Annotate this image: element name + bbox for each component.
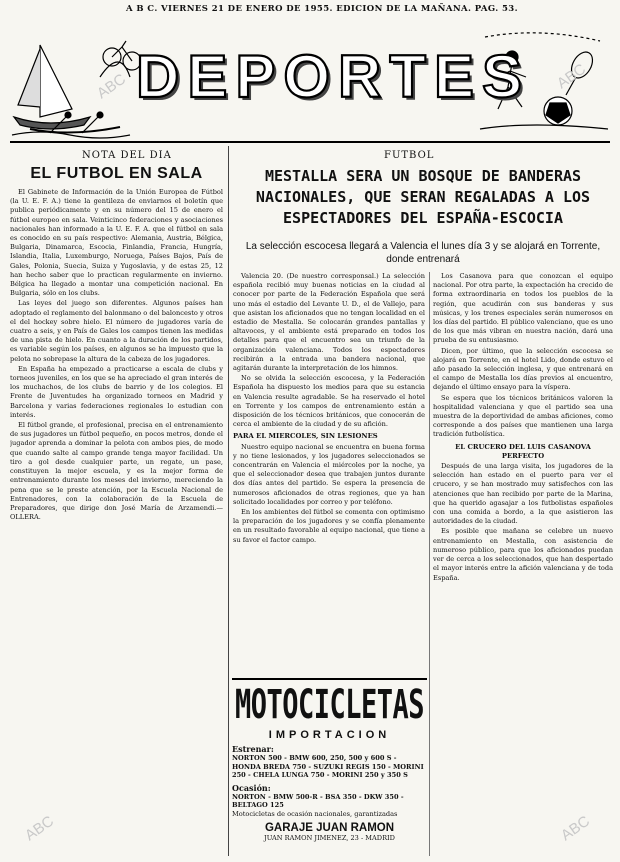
ad-new-models: NORTON 500 - BMW 600, 250, 500 y 600 S - HONDA BREDA 750 - SUZUKI REGIS 150 - MORINI 250 - CHELA LUNGA 750 - MORINI 250 y 350 S bbox=[232, 754, 424, 780]
column-divider bbox=[228, 146, 229, 856]
article-paragraph: No se olvida la selección escocesa, y la Federación Española ha dispuesto los medios para que su estancia en Valencia resulte agradable. Se ha reservado el hotel en Torrente y los campos de entrenamiento están a disposición de los técnicos británicos, que conocerán de cerca el ambiente de la ciudad y de su afición. bbox=[233, 374, 425, 429]
left-article-body bbox=[10, 188, 223, 856]
left-paragraph: El fútbol grande, el profesional, precisa en el entrenamiento de sus jugadores un fútbol pequeño, en pocos metros, donde el jugador aprenda a dominar la pelota con ambos pies, de modo que cuando salte al campo grande tenga mayor facilidad. Un tiro a gol desde cualquier parte, un regate, un pase, constituyen la mejor escuela, y es la mejor forma de entrenamiento durante los meses del invierno, mereciendo la pena que se le preste atención, por la Escuela Nacional de Entrenadores, con la colaboración de la Escuela de Preparadores, que dirige don José María de Arzamendi.—OLLERA. bbox=[10, 421, 223, 522]
main-subheadline: La selección escocesa llegará a Valencia el lunes día 3 y se alojará en Torrente, donde entrenará bbox=[245, 241, 601, 265]
motorcycle-advertisement bbox=[232, 678, 427, 860]
section-title: DEPORTES bbox=[136, 43, 531, 110]
watermark: ABC bbox=[93, 70, 129, 103]
left-paragraph: En España ha empezado a practicarse a escala de clubs y torneos juveniles, en los que se ha apreciado el gran interés de los muchachos, de los clubs de barrio y de los colegios. El Frente de Juventudes ha organizado torneos en Madrid y Barcelona y varias federaciones regionales lo estudian con interés. bbox=[10, 364, 223, 419]
page-header: A B C. VIERNES 21 DE ENERO DE 1955. EDICION DE LA MAÑANA. PAG. 53. bbox=[126, 4, 518, 14]
ad-subtitle: IMPORTACION bbox=[268, 729, 391, 741]
watermark: ABC bbox=[21, 812, 57, 845]
ad-new-label: Estrenar: bbox=[232, 744, 274, 754]
article-subtitle: PARA EL MIERCOLES, SIN LESIONES bbox=[233, 432, 378, 441]
ad-brand: GARAJE JUAN RAMON bbox=[264, 821, 395, 834]
header-divider bbox=[10, 141, 610, 143]
article-paragraph: Se espera que los técnicos británicos valoren la hospitalidad valenciana y que el partido sea una muestra de la deportividad de ambas aficiones, como corresponde a dos países que mantienen una larga tradición futbolística. bbox=[433, 393, 613, 439]
ad-title: MOTOCICLETAS bbox=[234, 682, 425, 729]
article-column-a bbox=[233, 272, 425, 674]
football-ball-icon bbox=[544, 97, 572, 125]
main-headline: MESTALLA SERA UN BOSQUE DE BANDERAS NACIONALES, QUE SERAN REGALADAS A LOS ESPECTADORES DEL ESPAÑA-ESCOCIA bbox=[255, 167, 591, 227]
watermark: ABC bbox=[553, 60, 589, 93]
column-divider bbox=[429, 272, 430, 856]
article-paragraph: En los ambientes del fútbol se comenta con optimismo la preparación de los jugadores y se confía plenamente en un resultado favorable al equipo nacional, que tiene a su favor el factor campo. bbox=[233, 508, 425, 544]
article-paragraph: Es posible que mañana se celebre un nuevo entrenamiento en Mestalla, con asistencia de numeroso público, para que los aficionados puedan ver de cerca a los seleccionados, que han despertado el mayor interés entre la afición valenciana y de toda España. bbox=[433, 527, 613, 582]
article-paragraph: Después de una larga visita, los jugadores de la selección han estado en el puerto para ver el crucero, y se han mostrado muy satisfechos con las atenciones que han recibido por parte de la Marina, que ha querido agasajar a los futbolistas españoles con una comida a bordo, a la que asistieron las autoridades de la ciudad. bbox=[433, 462, 613, 526]
article-subtitle: EL CRUCERO DEL LUIS CASANOVA PERFECTO bbox=[455, 442, 591, 460]
sailboat-icon bbox=[14, 45, 90, 129]
article-paragraph: Los Casanova para que conozcan el equipo nacional. Por otra parte, la expectación ha crecido de forma extraordinaria en todos los pueblos de la región, que acudirán con sus banderas y sus músicas, y los trenes especiales serán numerosos en los días del partido. El público valenciano, que es uno de los que más vibran en nuestra nación, dará una prueba de su entusiasmo. bbox=[433, 272, 613, 345]
ad-note: Motocicletas de ocasión nacionales, garantizadas bbox=[232, 809, 398, 818]
ad-used-label: Ocasión: bbox=[232, 782, 271, 793]
article-paragraph: Valencia 20. (De nuestro corresponsal.) La selección española recibió muy buenas noticias en la ciudad al conocer por parte de la Federación Española que será uno más el estadio del Levante U. D., el de Vallejo, para que asistan los aficionados que no tengan localidad en el estadio de Mestalla. Se colocarán grandes pantallas y altavoces, y el ambiente está preparado en todos los detalles para que el encuentro sea un triunfo de la organización valenciana. Todos los espectadores recibirán a la entrada una bandera nacional, que agitarán durante la interpretación de los himnos. bbox=[233, 272, 425, 373]
left-article-title: EL FUTBOL EN SALA bbox=[30, 165, 203, 182]
watermark: ABC bbox=[557, 812, 593, 845]
left-section-label: NOTA DEL DIA bbox=[82, 150, 172, 161]
left-paragraph: Las leyes del juego son diferentes. Algunos países han adoptado el reglamento del balonmano o del baloncesto y otros el del hockey sobre hielo. El número de jugadores varía de cuatro a seis, y en País de Gales los campos tienen las medidas de una pista de hielo. En cuanto a la duración de los partidos, es variable según los países, en algunos se ha impuesto que la pelota no sobrepase la altura de la cabeza de los jugadores. bbox=[10, 299, 223, 363]
ad-used-models: NORTON - BMW 500-R - BSA 350 - DKW 350 - BELTAGO 125 bbox=[232, 792, 404, 810]
article-column-b bbox=[433, 272, 613, 856]
article-paragraph: Nuestro equipo nacional se encuentra en buena forma y no tiene lesionados, y los jugadores seleccionados se concentrarán en Valencia el miércoles por la noche, ya que el seleccionador desea que trabajen juntos durante dos días antes del partido. Se espera la presencia de numerosos aficionados de otras regiones, que ya han solicitado localidades por correo y por teléfono. bbox=[233, 442, 425, 506]
left-paragraph: El Gabinete de Información de la Unión Europea de Fútbol (la U. E. F. A.) tiene la gentileza de enviarnos el boletín que publica periódicamente y en su número del 15 de enero el fútbol europeo en sala. Veinticinco federaciones y asociaciones nacionales han informado a la U. E. F. A. que el fútbol en sala es conocido en su país respectivo: Alemania, Austria, Bélgica, Bulgaria, Dinamarca, Escocia, Finlandia, Francia, Hungría, Islandia, Italia, Luxemburgo, Noruega, Países Bajos, País de Gales, Polonia, Suecia, Suiza y Yugoslavia, y de estas 25, 12 han hecho saber que lo practican regularmente en invierno. Bélgica ha llegado a montar una competición nacional. En Bulgaria, sólo en los clubs. bbox=[10, 188, 223, 298]
right-section-label: FUTBOL bbox=[384, 150, 435, 161]
ad-address: JUAN RAMON JIMENEZ, 23 - MADRID bbox=[264, 833, 395, 842]
article-paragraph: Dicen, por último, que la selección escocesa se alojará en Torrente, en el hotel Lido, donde estuvo el año pasado la selección inglesa, y que entrenará en el campo de Mestalla los días previos al encuentro, dejando el último ensayo para la víspera. bbox=[433, 346, 613, 392]
